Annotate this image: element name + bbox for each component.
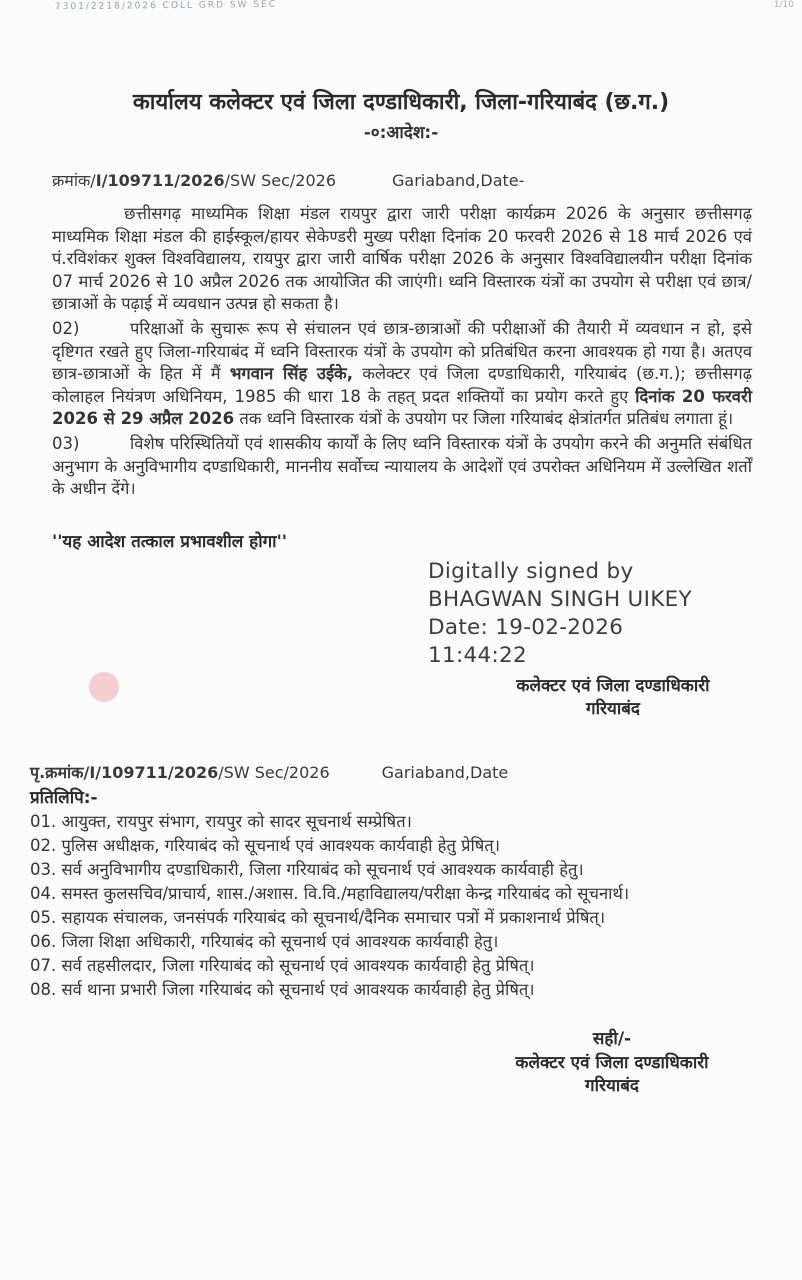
- digital-signature-block: [428, 558, 802, 670]
- paragraph-3-number: 03): [52, 433, 80, 453]
- place-date: Gariaband,Date-: [392, 171, 525, 190]
- order-paragraph-3: 03) विशेष परिस्थितियों एवं शासकीय कार्यों के लिए ध्वनि विस्तारक यंत्रों के उपयोग करने की अनुमति संबंधित अनुभाग के अनुविभागीय दण्डाधिकारी, माननीय सर्वोच्च न्यायालय के आदेशों एवं उपरोक्त अधिनियम में उल्लेखित शर्तों के अधीन देंगे।: [52, 433, 752, 499]
- endorsement-reference-line: [30, 761, 750, 783]
- order-paragraph-2: 02) परिक्षाओं के सुचारू रूप से संचालन एवं छात्र-छात्राओं की परीक्षाओं की तैयारी में व्यवधान न हो, इसे दृष्टिगत रखते हुए जिला-गरियाबंद में ध्वनि विस्तारक यंत्रों के उपयोग को प्रतिबंधित करना आवश्यक हो गया है। अतएव छात्र-छात्राओं के हित में मैं भगवान सिंह उईके, कलेक्टर एवं जिला दण्डाधिकारी, गरियाबंद (छ.ग.); छत्तीसगढ़ कोलाहल नियंत्रण अधिनियम, 1985 की धारा 18 के तहत् प्रदत शक्तियों का प्रयोग करते हुए दिनांक 20 फरवरी 2026 से 29 अप्रैल 2026 तक ध्वनि विस्तारक यंत्रों के उपयोग पर जिला गरियाबंद क्षेत्रांतर्गत प्रतिबंध लगाता हूं।: [52, 318, 752, 429]
- signed-abbreviation: सही/-: [592, 1028, 632, 1049]
- copy-to-list: [30, 810, 762, 1001]
- copy-item: 08. सर्व थाना प्रभारी जिला गरियाबंद को सूचनार्थ एवं आवश्यक कार्यवाही हेतु प्रेषित्।: [30, 979, 535, 999]
- endorsement-place-date: Gariaband,Date: [381, 763, 509, 783]
- digital-signature-time: 11:44:22: [428, 642, 527, 668]
- ban-date-range: दिनांक 20 फरवरी 2026 से 29 अप्रैल 2026: [52, 386, 752, 429]
- copy-item: 07. सर्व तहसीलदार, जिला गरियाबंद को सूचनार्थ एवं आवश्यक कार्यवाही हेतु प्रेषित्।: [30, 955, 535, 975]
- scan-page-number: 1/10: [773, 0, 794, 10]
- endorsement-reference-number: पृ.क्रमांक/I/109711/2026/SW Sec/2026: [30, 763, 330, 783]
- reference-line: [52, 169, 750, 191]
- designation-line-1: कलेक्टर एवं जिला दण्डाधिकारी: [516, 676, 710, 697]
- copy-item: 06. जिला शिक्षा अधिकारी, गरियाबंद को सूचनार्थ एवं आवश्यक कार्यवाही हेतु।: [30, 931, 499, 951]
- copy-item: 02. पुलिस अधीक्षक, गरियाबंद को सूचनार्थ एवं आवश्यक कार्यवाही हेतु प्रेषित्।: [30, 836, 500, 856]
- footer-designation-line-2: गरियाबंद: [585, 1076, 639, 1097]
- digital-signature-line: Digitally signed by: [428, 558, 634, 584]
- signatory-designation: [448, 675, 778, 721]
- reference-number: क्रमांक/I/109711/2026/SW Sec/2026: [52, 171, 337, 190]
- copy-item: 04. समस्त कुलसचिव/प्राचार्य, शास./अशास. वि.वि./महाविद्यालय/परीक्षा केन्द्र गरियाबंद को सूचनार्थ।: [30, 884, 630, 904]
- immediate-effect-quote: ''यह आदेश तत्काल प्रभावशील होगा'': [52, 531, 287, 552]
- order-paragraph-1: छत्तीसगढ़ माध्यमिक शिक्षा मंडल रायपुर द्वारा जारी परीक्षा कार्यक्रम 2026 के अनुसार छत्तीसगढ़ माध्यमिक शिक्षा मंडल की हाईस्कूल/हायर सेकेण्डरी मुख्य परीक्षा दिनांक 20 फरवरी 2026 से 18 मार्च 2026 एवं पं.रविशंकर शुक्ल विश्वविद्यालय, रायपुर द्वारा जारी वार्षिक परीक्षा 2026 के अनुसार विश्वविद्यालयीन परीक्षा दिनांक 07 मार्च 2026 से 10 अप्रैल 2026 तक आयोजित की जाएंगी। ध्वनि विस्तारक यंत्रों का उपयोग से परीक्षा एवं छात्र/छात्राओं के पढ़ाई में व्यवधान उत्पन्न हो सकता है।: [52, 204, 752, 314]
- digital-signature-name: BHAGWAN SINGH UIKEY: [428, 586, 692, 612]
- designation-line-2: गरियाबंद: [586, 699, 640, 720]
- footer-signature-block: [452, 1028, 772, 1099]
- copy-item: 01. आयुक्त, रायपुर संभाग, रायपुर को सादर सूचनार्थ सम्प्रेषित।: [30, 812, 412, 832]
- copy-to-heading: प्रतिलिपि:-: [30, 788, 98, 809]
- scan-corner-reference: 7301/2218/2026 COLL GRD SW SEC: [54, 0, 278, 13]
- collector-name: भगवान सिंह उईके,: [229, 364, 353, 384]
- stamp-mark: [89, 672, 119, 702]
- footer-designation-line-1: कलेक्टर एवं जिला दण्डाधिकारी: [515, 1052, 709, 1073]
- digital-signature-date: Date: 19-02-2026: [428, 614, 624, 640]
- order-heading: -०:आदेश:-: [363, 123, 439, 143]
- copy-item: 05. सहायक संचालक, जनसंपर्क गरियाबंद को सूचनार्थ/दैनिक समाचार पत्रों में प्रकाशनार्थ प्रेषित्।: [30, 908, 606, 928]
- office-title: कार्यालय कलेक्टर एवं जिला दण्डाधिकारी, जिला-गरियाबंद (छ.ग.): [132, 90, 670, 115]
- paragraph-2-number: 02): [52, 318, 80, 338]
- copy-item: 03. सर्व अनुविभागीय दण्डाधिकारी, जिला गरियाबंद को सूचनार्थ एवं आवश्यक कार्यवाही हेतु।: [30, 860, 584, 880]
